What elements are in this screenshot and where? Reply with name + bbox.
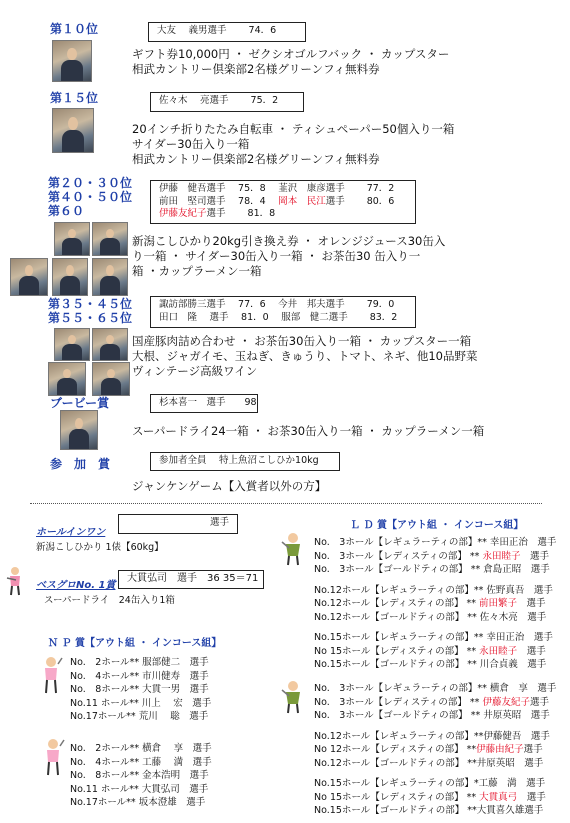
- winner-photo: [52, 108, 94, 153]
- winner-line: [159, 183, 407, 196]
- ld-entry: No. 3ホール【レディスティの部】 ** 伊藤友紀子選手: [314, 696, 549, 708]
- prize-line: り一箱 ・ サイダー30缶入り一箱 ・ お茶缶30 缶入り一: [132, 249, 421, 263]
- golfer-icon: [280, 532, 306, 566]
- prize-line: 相武カントリー倶楽部2名様グリーンフィ無料券: [132, 62, 380, 76]
- booby-prize: スーパードライ24一箱 ・ お茶30缶入り一箱 ・ カップラーメン一箱: [132, 424, 485, 438]
- ld-entry: No. 3ホール【レギュラーティの部】** 幸田正治 選手: [314, 537, 557, 548]
- rank-35-65-title: [48, 297, 132, 325]
- winner-photo: [92, 222, 128, 256]
- prize-line: 20インチ折りたたみ自転車 ・ ティシュペーパー50個入り一箱: [132, 122, 455, 136]
- ld-entry: No.12ホール【レギュラーティの部】**伊藤健吾 選手: [314, 730, 550, 742]
- winner-photo: [60, 410, 98, 450]
- winner-name-highlight: 伊藤友紀子: [159, 208, 207, 219]
- np-entry: No. 2ホール** 横倉 享 選手: [70, 743, 212, 754]
- best-gross-title: ベスグロNo. 1賞: [36, 580, 116, 591]
- booby-winner-box: 杉本喜一 選手 98: [150, 394, 258, 413]
- winner-line: 諏訪部勝三選手 77．6 今井 邦夫選手 79．0: [159, 299, 395, 310]
- rank-15-winner-box: 佐々木 亮選手 75．2: [150, 92, 304, 112]
- np-list-in: [70, 742, 212, 810]
- rank-title-line: 第３５・４５位: [48, 297, 133, 311]
- ld-entry: No. 3ホール【ゴールドティの部】 ** 倉島正昭 選手: [314, 564, 550, 575]
- winner-text: 韮沢 康彦選手 77．2: [278, 183, 395, 194]
- np-entry: No. 4ホール** 市川健寿 選手: [70, 670, 209, 682]
- winner-line: [159, 208, 407, 221]
- hole-in-one-title: ホールインワン: [36, 527, 106, 538]
- hole-in-one-prize: 新潟こしひかり 1俵【60kg】: [36, 542, 164, 553]
- prize-line: ギフト券10,000円 ・ ゼクシオゴルフバック ・ カップスター: [132, 47, 450, 61]
- prize-line: ヴィンテージ高級ワイン: [132, 364, 258, 378]
- np-entry: No. 8ホール** 大貫一男 選手: [70, 684, 209, 695]
- prize-line: 国産豚肉詰め合わせ ・ お茶缶30缶入り一箱 ・ カップスター一箱: [132, 334, 472, 348]
- np-entry: No.11 ホール** 川上 宏 選手: [70, 697, 212, 709]
- ld-entry: No 15ホール【レディスティの部】 ** 大貫真弓 選手: [314, 791, 546, 803]
- prize-line: 相武カントリー倶楽部2名様グリーンフィ無料券: [132, 152, 380, 166]
- winner-photo: [52, 258, 88, 296]
- winner-text: 選手 81．8: [206, 208, 276, 219]
- winner-line: [159, 196, 407, 209]
- rank-10-winner-box: 大友 義男選手 74．6: [148, 22, 306, 42]
- winner-text: 前田 堅司選手 78．4: [159, 195, 279, 207]
- winner-photo: [54, 328, 90, 361]
- participation-prize: ジャンケンゲーム【入賞者以外の方】: [132, 479, 327, 493]
- rank-10-title: 第１０位: [50, 22, 99, 36]
- winner-text: 選手 80．6: [325, 195, 395, 207]
- ld-entry: No.15ホール【レギュラーティの部】** 幸田正治 選手: [314, 632, 553, 643]
- ld-entry: No. 3ホール【ゴールドティの部】 ** 井原英昭 選手: [314, 710, 550, 721]
- winner-photo: [48, 362, 86, 396]
- np-entry: No. 4ホール** 工藤 満 選手: [70, 756, 212, 768]
- golfer-icon: [280, 680, 306, 714]
- np-award-title: Ｎ Ｐ 賞【アウト組 ・ インコース組】: [48, 638, 222, 649]
- rank-20-60-winner-box: [150, 180, 416, 224]
- rank-10-prize: [132, 47, 449, 77]
- ld-entry: No.12ホール【レギュラーティの部】** 佐野真吾 選手: [314, 584, 553, 596]
- ld-list-in: [314, 682, 556, 818]
- best-gross-box: 大貫弘司 選手 36 35＝71: [118, 570, 264, 589]
- rank-title-line: 第２０・３０位: [48, 176, 133, 190]
- np-entry: No. 8ホール** 金本浩明 選手: [70, 770, 209, 781]
- rank-35-65-prize: [132, 334, 478, 379]
- ld-entry: No 15ホール【レディスティの部】 ** 永田睦子 選手: [314, 645, 546, 657]
- winner-text: 伊藤 健吾選手 75．8: [159, 183, 279, 194]
- ld-entry: No. 3ホール【レディスティの部】 ** 永田睦子 選手: [314, 550, 549, 562]
- prize-line: サイダー30缶入り一箱: [132, 137, 250, 151]
- hole-in-one-box: 選手: [118, 514, 238, 534]
- participation-box: 参加者全員 特上魚沼こしひか10kg: [150, 452, 340, 471]
- winner-photo: [10, 258, 48, 296]
- rank-15-title: 第１５位: [50, 91, 99, 105]
- rank-20-60-title: [48, 176, 132, 218]
- ld-entry: No.12ホール【ゴールドティの部】 ** 佐々木亮 選手: [314, 611, 547, 623]
- ld-entry: No 12ホール【レディスティの部】 **伊藤由紀子選手: [314, 744, 543, 755]
- ld-entry: No.15ホール【ゴールドティの部】 **大貫喜久雄選手: [314, 805, 544, 816]
- prize-line: 箱 ・カップラーメン一箱: [132, 264, 262, 278]
- booby-title: ブービー賞: [50, 396, 110, 410]
- np-list-out: [70, 656, 211, 724]
- best-gross-prize: スーパードライ 24缶入り1箱: [44, 595, 175, 606]
- rank-title-line: 第５５・６５位: [48, 311, 133, 325]
- winner-photo: [92, 258, 128, 296]
- rank-title-line: 第６０: [48, 204, 85, 218]
- golfer-icon: [38, 656, 64, 694]
- rank-15-prize: [132, 122, 454, 167]
- golfer-icon: [4, 566, 26, 596]
- np-entry: No.17ホール** 荒川 聡 選手: [70, 711, 209, 722]
- section-divider: [30, 503, 542, 504]
- winner-photo: [54, 222, 90, 256]
- rank-35-65-winner-box: [150, 296, 416, 328]
- ld-entry: No.12ホール【ゴールドティの部】 **井原英昭 選手: [314, 757, 544, 769]
- participation-title: 参 加 賞: [50, 457, 111, 471]
- winner-name-highlight: 岡本 民江: [278, 195, 326, 207]
- winner-photo: [52, 40, 92, 82]
- winner-line: 田口 隆 選手 81．0 服部 健二選手 83．2: [159, 311, 398, 323]
- ld-entry: No.15ホール【ゴールドティの部】 ** 川合貞義 選手: [314, 659, 547, 670]
- rank-20-60-prize: [132, 234, 445, 279]
- ld-entry: No.12ホール【レディスティの部】 ** 前田繁子 選手: [314, 598, 546, 609]
- prize-line: 大根、ジャガイモ、玉ねぎ、きゅうり、トマト、ネギ、他10品野菜: [132, 349, 478, 363]
- rank-title-line: 第４０・５０位: [48, 190, 133, 204]
- prize-line: 新潟こしひかり20kg引き換え券 ・ オレンジジュース30缶入: [132, 234, 446, 248]
- ld-entry: No.15ホール【レギュラーティの部】*工藤 満 選手: [314, 778, 546, 789]
- ld-award-title: Ｌ Ｄ 賞【アウト組 ・ インコース組】: [350, 520, 524, 531]
- ld-entry: No. 3ホール【レギュラーティの部】** 横倉 享 選手: [314, 683, 557, 694]
- winner-photo: [92, 328, 128, 361]
- golfer-icon: [40, 738, 66, 776]
- np-entry: No.11 ホール** 大貫弘司 選手: [70, 783, 209, 795]
- np-entry: No. 2ホール** 服部健二 選手: [70, 657, 209, 668]
- np-entry: No.17ホール** 坂本澄雄 選手: [70, 797, 206, 808]
- ld-list-out: [314, 536, 556, 672]
- winner-photo: [92, 362, 130, 396]
